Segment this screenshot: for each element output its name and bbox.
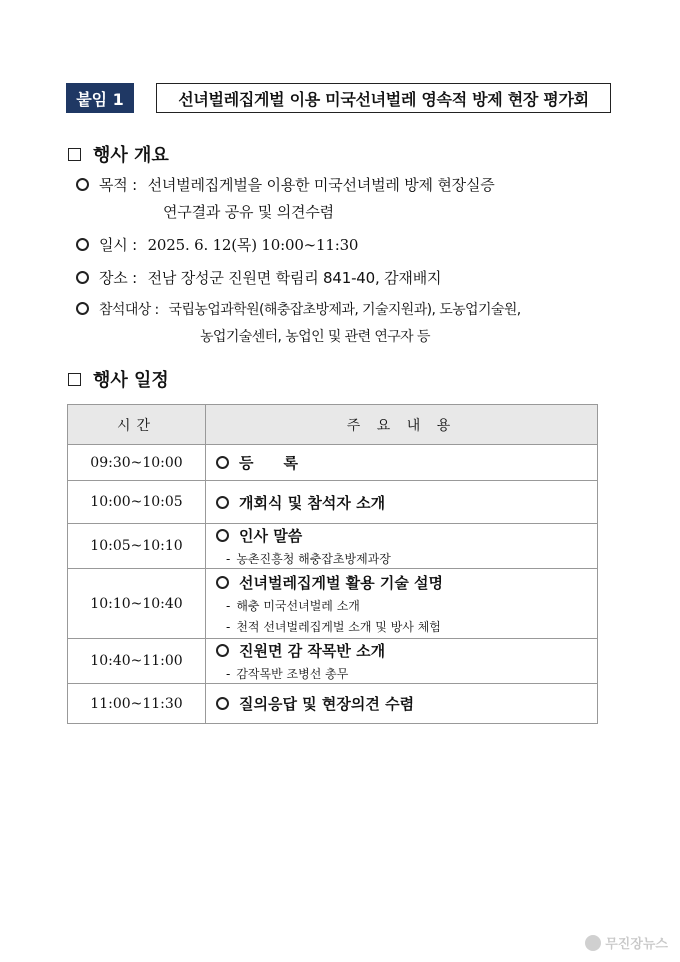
row-content: 등 록 [206, 445, 598, 481]
circle-bullet-icon [76, 238, 89, 251]
row-subitem: - 해충 미국선녀벌레 소개 [226, 599, 360, 613]
row-time: 10:40~11:00 [68, 639, 206, 684]
table-row [68, 524, 598, 569]
table-row [68, 569, 598, 639]
purpose-item: 목적 : 선녀벌레집게벌을 이용한 미국선녀벌레 방제 현장실증 [76, 174, 495, 195]
row-time: 09:30~10:00 [68, 445, 206, 481]
circle-bullet-icon [216, 456, 229, 469]
place-item: 장소 : 전남 장성군 진원면 학림리 841-40, 감재배지 [76, 267, 441, 288]
table-row [68, 445, 598, 481]
circle-bullet-icon [216, 697, 229, 710]
circle-bullet-icon [216, 576, 229, 589]
attendee-line2: 농업기술센터, 농업인 및 관련 연구자 등 [200, 329, 430, 345]
purpose-line2: 연구결과 공유 및 의견수렴 [163, 203, 334, 221]
time-column-header: 시간 [68, 405, 206, 445]
row-time: 10:00~10:05 [68, 481, 206, 524]
document-title: 선녀벌레집게벌 이용 미국선녀벌레 영속적 방제 현장 평가회 [156, 83, 611, 113]
row-content: 진원면 감 작목반 소개 - 감작목반 조병선 총무 [206, 639, 598, 684]
circle-bullet-icon [216, 644, 229, 657]
row-content: 선녀벌레집게벌 활용 기술 설명 - 해충 미국선녀벌레 소개 - 천적 선녀벌레집게벌 소개 및 방사 체험 [206, 569, 598, 639]
circle-bullet-icon [216, 529, 229, 542]
circle-bullet-icon [216, 496, 229, 509]
square-bullet-icon [68, 373, 81, 386]
row-time: 10:05~10:10 [68, 524, 206, 569]
schedule-heading: 행사 일정 [68, 366, 169, 392]
attachment-header [66, 83, 611, 113]
table-row [68, 639, 598, 684]
attendee-item: 참석대상 : 국립농업과학원(해충잡초방제과, 기술지원과), 도농업기술원, [76, 299, 521, 319]
row-content: 개회식 및 참석자 소개 [206, 481, 598, 524]
circle-bullet-icon [76, 302, 89, 315]
table-row [68, 684, 598, 724]
overview-heading: 행사 개요 [68, 141, 169, 167]
row-time: 10:10~10:40 [68, 569, 206, 639]
row-content: 질의응답 및 현장의견 수렴 [206, 684, 598, 724]
table-row [68, 481, 598, 524]
schedule-table [67, 404, 598, 724]
logo-icon [585, 935, 601, 951]
circle-bullet-icon [76, 178, 89, 191]
attachment-badge: 붙임 1 [66, 83, 134, 113]
row-subitem: - 천적 선녀벌레집게벌 소개 및 방사 체험 [226, 620, 441, 634]
row-subitem: - 농촌진흥청 해충잡초방제과장 [226, 552, 391, 566]
row-content: 인사 말씀 - 농촌진흥청 해충잡초방제과장 [206, 524, 598, 569]
news-watermark: 무진장뉴스 [585, 933, 668, 952]
content-column-header: 주 요 내 용 [206, 405, 598, 445]
row-time: 11:00~11:30 [68, 684, 206, 724]
circle-bullet-icon [76, 271, 89, 284]
row-subitem: - 감작목반 조병선 총무 [226, 667, 349, 681]
table-header-row [68, 405, 598, 445]
square-bullet-icon [68, 148, 81, 161]
date-item: 일시 : 2025. 6. 12(목) 10:00∼11:30 [76, 234, 358, 255]
